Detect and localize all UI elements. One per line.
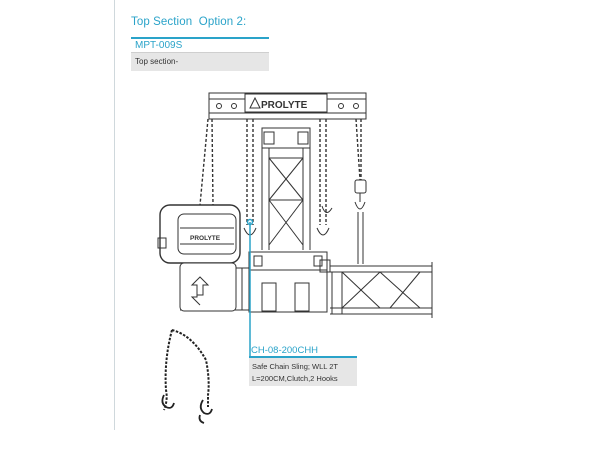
hook-assembly bbox=[322, 180, 366, 264]
callout-description-box bbox=[249, 358, 357, 386]
horizontal-truss bbox=[330, 262, 432, 318]
hoist-logo-text: PROLYTE bbox=[190, 235, 221, 242]
section-title: Top Section Option 2: bbox=[131, 16, 247, 28]
chain-hoist bbox=[158, 205, 240, 311]
sling-hooks bbox=[162, 395, 212, 423]
part-code: MPT-009S bbox=[135, 40, 183, 51]
chain-sling-illustration bbox=[164, 330, 209, 410]
part-description: Top section- bbox=[135, 57, 179, 66]
shackles bbox=[244, 228, 329, 235]
callout-line-2: L=200CM,Clutch,2 Hooks bbox=[252, 374, 338, 383]
truss-tower bbox=[262, 128, 310, 250]
callout-line-1: Safe Chain Sling; WLL 2T bbox=[252, 362, 339, 371]
base-plate bbox=[249, 252, 330, 312]
callout-part-code: CH-08-200CHH bbox=[251, 345, 319, 356]
prolyte-logo-hoist bbox=[190, 235, 221, 242]
beam-logo-text: PROLYTE bbox=[261, 100, 308, 111]
